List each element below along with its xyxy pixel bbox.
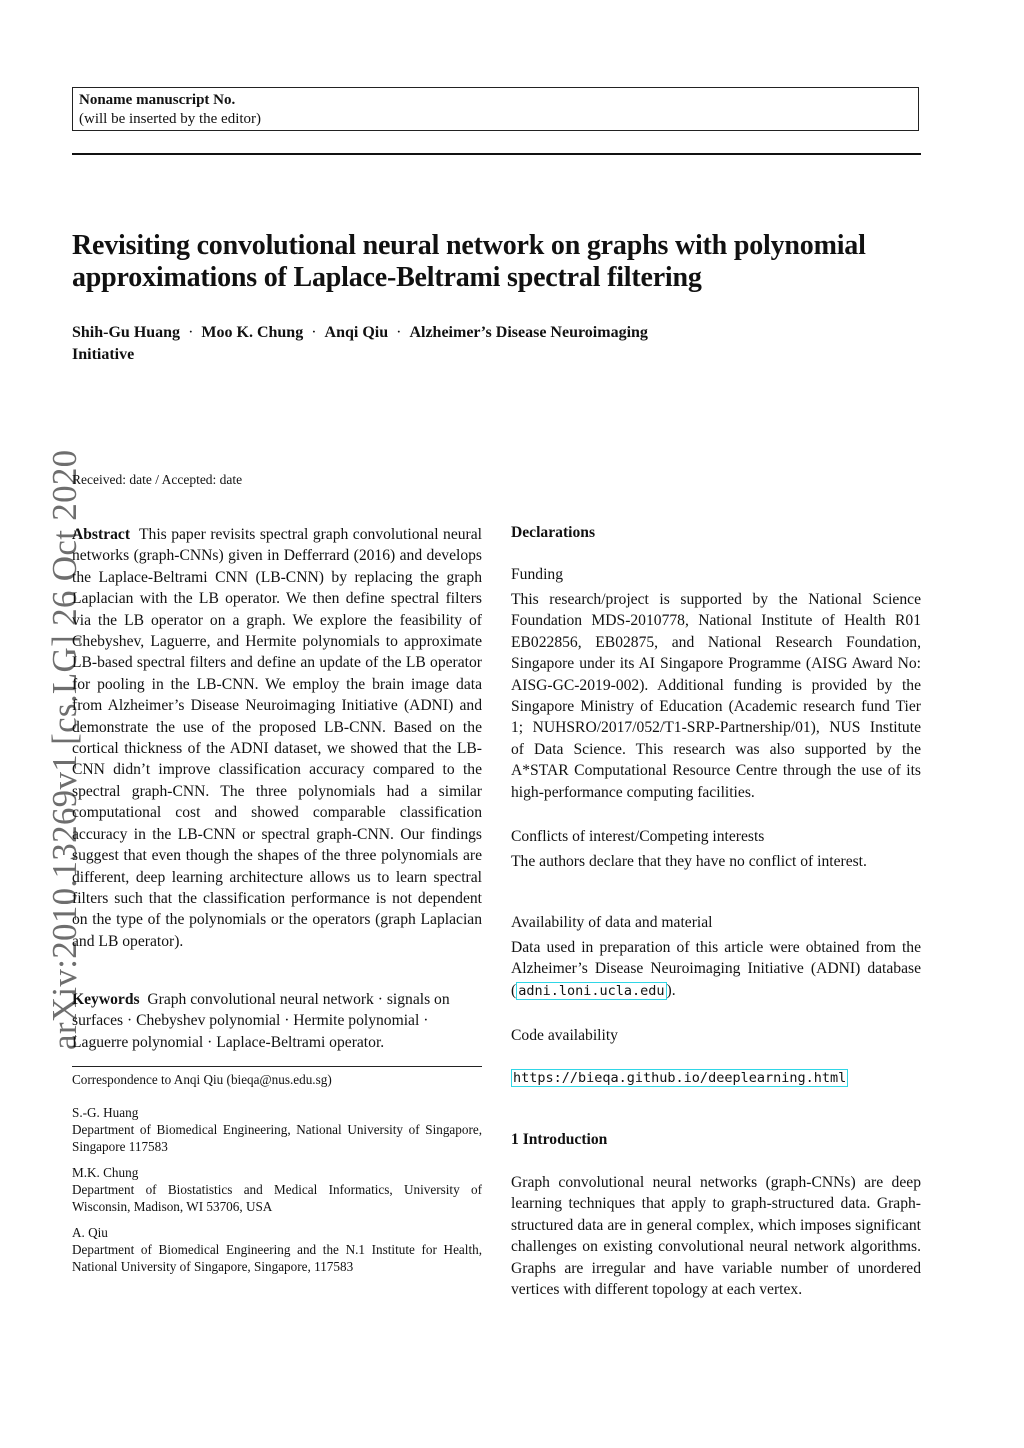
author-list xyxy=(72,322,712,366)
header-rule xyxy=(72,153,921,155)
introduction-section xyxy=(511,1172,921,1300)
author-2: Moo K. Chung xyxy=(201,324,304,341)
code-link[interactable]: https://bieqa.github.io/deeplearning.html xyxy=(513,1070,847,1086)
adni-link[interactable]: adni.loni.ucla.edu xyxy=(518,982,665,999)
author-4: Alzheimer’s Disease Neuroimaging Initiative xyxy=(72,324,648,363)
affiliation-item xyxy=(72,1224,482,1275)
editor-note: (will be inserted by the editor) xyxy=(79,111,262,127)
keywords-section xyxy=(72,989,482,1053)
declarations-heading: Declarations xyxy=(511,524,596,541)
code-link-wrapper xyxy=(511,1069,943,1087)
affiliation-item xyxy=(72,1164,482,1215)
abstract-text: This paper revisits spectral graph convolutional neural networks (graph-CNNs) given in Defferrard (2016) and develops the Laplace-Beltrami CNN (LB-CNN) by replacing the graph Laplacian with the LB operator. We then define spectral filters via the LB operator on a graph. We explore the feasibility of Chebyshev, Laguerre, and Hermite polynomials to approximate LB-based spectral filters and define an update of the LB operator for pooling in the LB-CNN. We employ the brain image data from Alzheimer’s Disease Neuroimaging Initiative (ADNI) and demonstrate the use of the proposed LB-CNN. Based on the cortical thickness of the ADNI dataset, we showed that the LB-CNN didn’t improve classification accuracy compared to the spectral graph-CNN. The three polynomials had a similar computational cost and showed comparable classification accuracy in the LB-CNN or spectral graph-CNN. Our findings suggest that even though the shapes of the three polynomials are different, deep learning architecture allows us to learn spectral filters such that the classification performance is not dependent on the type of the polynomials or the operators (graph Laplacian and LB operator). xyxy=(72,526,482,950)
manuscript-number: Noname manuscript No. xyxy=(79,92,236,108)
paper-title: Revisiting convolutional neural network on graphs with polynomial approximations of Laplace-Beltrami spectral filtering xyxy=(72,230,866,293)
affiliation-text: Department of Biomedical Engineering and the N.1 Institute for Health, National University of Singapore, Singapore, 117583 xyxy=(72,1242,482,1274)
received-date: Received: date / Accepted: date xyxy=(72,472,243,487)
funding-section xyxy=(511,589,921,803)
availability-section xyxy=(511,937,921,1002)
introduction-heading: 1 Introduction xyxy=(511,1131,608,1148)
availability-text-end: ). xyxy=(666,981,676,999)
abstract-section xyxy=(72,524,482,952)
affiliation-name: S.-G. Huang xyxy=(72,1105,139,1120)
keywords-text: Graph convolutional neural network · signals on surfaces · Chebyshev polynomial · Hermite polynomial · Laguerre polynomial · Laplace-Beltrami operator. xyxy=(72,991,450,1051)
affiliation-name: A. Qiu xyxy=(72,1225,108,1240)
keywords-label: Keywords xyxy=(72,991,140,1008)
abstract-label: Abstract xyxy=(72,526,131,543)
author-separator: · xyxy=(396,324,402,341)
author-separator: · xyxy=(311,324,317,341)
introduction-text: Graph convolutional neural networks (graph-CNNs) are deep learning techniques that apply to graph-structured data. Graph-structured data are in general complex, which imposes significant challenges on existing convolutional neural network algorithms. Graphs are irregular and have variable number of unordered vertices with different topology at each vertex. xyxy=(511,1174,921,1299)
conflicts-text: The authors declare that they have no conflict of interest. xyxy=(511,853,867,870)
affiliation-name: M.K. Chung xyxy=(72,1165,139,1180)
funding-text: This research/project is supported by the National Science Foundation MDS-2010778, National Institute of Health R01 EB022856, EB02875, and National Research Foundation, Singapore under its AI Singapore Programme (AISG Award No: AISG-GC-2019-002). Additional funding is provided by the Singapore Ministry of Education (Academic research fund Tier 1; NUHSRO/2017/052/T1-SRP-Partnership/01), NUS Institute of Data Science. This research was also supported by the A*STAR Computational Resource Centre through the use of its high-performance computing facilities. xyxy=(511,591,921,801)
code-heading: Code availability xyxy=(511,1027,618,1044)
availability-heading: Availability of data and material xyxy=(511,914,713,931)
conflicts-section xyxy=(511,851,921,872)
affiliations-list xyxy=(72,1104,482,1284)
author-1: Shih-Gu Huang xyxy=(72,324,181,341)
manuscript-header-box xyxy=(72,87,919,131)
availability-paragraph xyxy=(511,937,921,1002)
funding-heading: Funding xyxy=(511,566,563,583)
affiliation-text: Department of Biomedical Engineering, National University of Singapore, Singapore 117583 xyxy=(72,1122,482,1154)
abstract-paragraph xyxy=(72,524,482,952)
keywords-paragraph xyxy=(72,989,482,1053)
author-3: Anqi Qiu xyxy=(324,324,389,341)
affiliation-item xyxy=(72,1104,482,1155)
conflicts-heading: Conflicts of interest/Competing interests xyxy=(511,828,765,845)
author-separator: · xyxy=(188,324,194,341)
correspondence-note: Correspondence to Anqi Qiu (bieqa@nus.edu.sg) xyxy=(72,1072,332,1087)
affiliation-text: Department of Biostatistics and Medical Informatics, University of Wisconsin, Madison, WI 53706, USA xyxy=(72,1182,482,1214)
footnote-rule xyxy=(72,1066,482,1067)
arxiv-stamp: arXiv:2010.13269v1 [cs.LG] 26 Oct 2020 xyxy=(45,449,84,1050)
availability-text: Data used in preparation of this article were obtained from the Alzheimer’s Disease Neuroimaging Initiative (ADNI) database ( xyxy=(511,939,921,999)
